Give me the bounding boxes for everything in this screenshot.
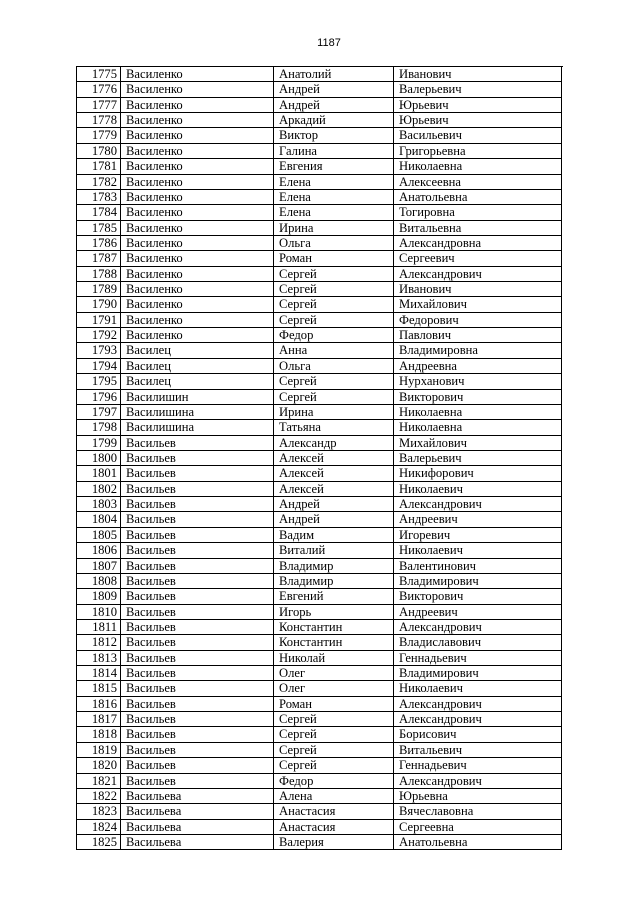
- first-name-cell: Елена: [274, 205, 394, 220]
- surname-cell: Васильев: [121, 774, 274, 789]
- first-name-cell: Евгений: [274, 589, 394, 604]
- surname-cell: Васильева: [121, 789, 274, 804]
- row-number-cell: 1812: [77, 635, 121, 650]
- row-number-cell: 1799: [77, 436, 121, 451]
- surname-cell: Василец: [121, 374, 274, 389]
- row-number-cell: 1806: [77, 543, 121, 558]
- first-name-cell: Роман: [274, 251, 394, 266]
- first-name-cell: Ирина: [274, 221, 394, 236]
- patronymic-cell: Анатольевна: [394, 190, 562, 205]
- first-name-cell: Владимир: [274, 574, 394, 589]
- table-row: [77, 451, 563, 466]
- table-row: [77, 559, 563, 574]
- patronymic-cell: Андреевич: [394, 512, 562, 527]
- surname-cell: Васильев: [121, 635, 274, 650]
- table-row: [77, 159, 563, 174]
- table-row: [77, 67, 563, 82]
- first-name-cell: Алена: [274, 789, 394, 804]
- row-number-cell: 1798: [77, 420, 121, 435]
- first-name-cell: Виктор: [274, 128, 394, 143]
- surname-cell: Васильев: [121, 651, 274, 666]
- first-name-cell: Виталий: [274, 543, 394, 558]
- patronymic-cell: Александровна: [394, 236, 562, 251]
- surname-cell: Василенко: [121, 313, 274, 328]
- row-number-cell: 1786: [77, 236, 121, 251]
- patronymic-cell: Иванович: [394, 282, 562, 297]
- table-row: [77, 681, 563, 696]
- patronymic-cell: Григорьевна: [394, 144, 562, 159]
- row-number-cell: 1777: [77, 98, 121, 113]
- table-row: [77, 282, 563, 297]
- first-name-cell: Андрей: [274, 512, 394, 527]
- table-row: [77, 727, 563, 742]
- surname-cell: Васильев: [121, 451, 274, 466]
- row-number-cell: 1793: [77, 343, 121, 358]
- row-number-cell: 1776: [77, 82, 121, 97]
- patronymic-cell: Александрович: [394, 697, 562, 712]
- row-number-cell: 1825: [77, 835, 121, 850]
- table-row: [77, 190, 563, 205]
- row-number-cell: 1791: [77, 313, 121, 328]
- row-number-cell: 1813: [77, 651, 121, 666]
- table-row: [77, 620, 563, 635]
- row-number-cell: 1794: [77, 359, 121, 374]
- surname-cell: Васильев: [121, 697, 274, 712]
- surname-cell: Василенко: [121, 113, 274, 128]
- patronymic-cell: Владимировна: [394, 343, 562, 358]
- table-row: [77, 482, 563, 497]
- surname-cell: Васильев: [121, 743, 274, 758]
- patronymic-cell: Борисович: [394, 727, 562, 742]
- first-name-cell: Евгения: [274, 159, 394, 174]
- names-table: [76, 66, 563, 850]
- first-name-cell: Анна: [274, 343, 394, 358]
- table-row: [77, 466, 563, 481]
- surname-cell: Василец: [121, 343, 274, 358]
- patronymic-cell: Юрьевна: [394, 789, 562, 804]
- table-row: [77, 651, 563, 666]
- first-name-cell: Ирина: [274, 405, 394, 420]
- surname-cell: Василенко: [121, 205, 274, 220]
- table-row: [77, 497, 563, 512]
- row-number-cell: 1818: [77, 727, 121, 742]
- row-number-cell: 1787: [77, 251, 121, 266]
- row-number-cell: 1785: [77, 221, 121, 236]
- patronymic-cell: Михайлович: [394, 297, 562, 312]
- surname-cell: Васильев: [121, 466, 274, 481]
- first-name-cell: Олег: [274, 666, 394, 681]
- patronymic-cell: Александрович: [394, 774, 562, 789]
- first-name-cell: Олег: [274, 681, 394, 696]
- surname-cell: Васильева: [121, 804, 274, 819]
- table-row: [77, 589, 563, 604]
- row-number-cell: 1783: [77, 190, 121, 205]
- row-number-cell: 1817: [77, 712, 121, 727]
- surname-cell: Васильев: [121, 512, 274, 527]
- row-number-cell: 1803: [77, 497, 121, 512]
- surname-cell: Васильев: [121, 712, 274, 727]
- patronymic-cell: Тогировна: [394, 205, 562, 220]
- first-name-cell: Сергей: [274, 743, 394, 758]
- table-row: [77, 436, 563, 451]
- row-number-cell: 1823: [77, 804, 121, 819]
- row-number-cell: 1821: [77, 774, 121, 789]
- first-name-cell: Николай: [274, 651, 394, 666]
- patronymic-cell: Васильевич: [394, 128, 562, 143]
- patronymic-cell: Николаевич: [394, 681, 562, 696]
- first-name-cell: Андрей: [274, 82, 394, 97]
- surname-cell: Васильев: [121, 574, 274, 589]
- row-number-cell: 1788: [77, 267, 121, 282]
- surname-cell: Васильев: [121, 666, 274, 681]
- surname-cell: Васильев: [121, 482, 274, 497]
- first-name-cell: Федор: [274, 774, 394, 789]
- table-row: [77, 313, 563, 328]
- patronymic-cell: Геннадьевич: [394, 758, 562, 773]
- table-row: [77, 328, 563, 343]
- patronymic-cell: Юрьевич: [394, 113, 562, 128]
- first-name-cell: Ольга: [274, 359, 394, 374]
- table-row: [77, 221, 563, 236]
- first-name-cell: Владимир: [274, 559, 394, 574]
- table-row: [77, 512, 563, 527]
- first-name-cell: Сергей: [274, 313, 394, 328]
- row-number-cell: 1805: [77, 528, 121, 543]
- first-name-cell: Сергей: [274, 297, 394, 312]
- patronymic-cell: Игоревич: [394, 528, 562, 543]
- table-row: [77, 205, 563, 220]
- first-name-cell: Константин: [274, 620, 394, 635]
- surname-cell: Василенко: [121, 328, 274, 343]
- first-name-cell: Алексей: [274, 482, 394, 497]
- first-name-cell: Сергей: [274, 712, 394, 727]
- row-number-cell: 1822: [77, 789, 121, 804]
- surname-cell: Василенко: [121, 297, 274, 312]
- first-name-cell: Александр: [274, 436, 394, 451]
- table-row: [77, 267, 563, 282]
- table-row: [77, 605, 563, 620]
- patronymic-cell: Андреевич: [394, 605, 562, 620]
- patronymic-cell: Сергеевна: [394, 820, 562, 835]
- surname-cell: Васильев: [121, 727, 274, 742]
- surname-cell: Василенко: [121, 221, 274, 236]
- row-number-cell: 1819: [77, 743, 121, 758]
- first-name-cell: Елена: [274, 175, 394, 190]
- patronymic-cell: Валентинович: [394, 559, 562, 574]
- table-row: [77, 835, 563, 850]
- patronymic-cell: Александрович: [394, 712, 562, 727]
- table-row: [77, 697, 563, 712]
- first-name-cell: Татьяна: [274, 420, 394, 435]
- surname-cell: Васильев: [121, 605, 274, 620]
- first-name-cell: Константин: [274, 635, 394, 650]
- table-row: [77, 297, 563, 312]
- surname-cell: Василенко: [121, 175, 274, 190]
- row-number-cell: 1811: [77, 620, 121, 635]
- row-number-cell: 1802: [77, 482, 121, 497]
- patronymic-cell: Владимирович: [394, 574, 562, 589]
- surname-cell: Василишина: [121, 420, 274, 435]
- first-name-cell: Вадим: [274, 528, 394, 543]
- surname-cell: Василенко: [121, 236, 274, 251]
- table-row: [77, 712, 563, 727]
- patronymic-cell: Валерьевич: [394, 82, 562, 97]
- patronymic-cell: Вячеславовна: [394, 804, 562, 819]
- first-name-cell: Алексей: [274, 451, 394, 466]
- row-number-cell: 1779: [77, 128, 121, 143]
- first-name-cell: Андрей: [274, 98, 394, 113]
- surname-cell: Василенко: [121, 128, 274, 143]
- first-name-cell: Сергей: [274, 390, 394, 405]
- patronymic-cell: Павлович: [394, 328, 562, 343]
- patronymic-cell: Алексеевна: [394, 175, 562, 190]
- table-row: [77, 635, 563, 650]
- row-number-cell: 1814: [77, 666, 121, 681]
- surname-cell: Василенко: [121, 190, 274, 205]
- surname-cell: Василенко: [121, 282, 274, 297]
- row-number-cell: 1824: [77, 820, 121, 835]
- table-row: [77, 374, 563, 389]
- row-number-cell: 1781: [77, 159, 121, 174]
- table-row: [77, 789, 563, 804]
- surname-cell: Василенко: [121, 144, 274, 159]
- table-row: [77, 175, 563, 190]
- first-name-cell: Алексей: [274, 466, 394, 481]
- table-row: [77, 236, 563, 251]
- row-number-cell: 1795: [77, 374, 121, 389]
- first-name-cell: Анатолий: [274, 67, 394, 82]
- row-number-cell: 1820: [77, 758, 121, 773]
- patronymic-cell: Александрович: [394, 497, 562, 512]
- patronymic-cell: Владиславович: [394, 635, 562, 650]
- table-row: [77, 774, 563, 789]
- table-row: [77, 543, 563, 558]
- patronymic-cell: Андреевна: [394, 359, 562, 374]
- patronymic-cell: Александрович: [394, 267, 562, 282]
- surname-cell: Василец: [121, 359, 274, 374]
- table-row: [77, 251, 563, 266]
- table-row: [77, 420, 563, 435]
- row-number-cell: 1815: [77, 681, 121, 696]
- patronymic-cell: Иванович: [394, 67, 562, 82]
- table-row: [77, 666, 563, 681]
- page-number: 1187: [317, 37, 341, 49]
- patronymic-cell: Витальевич: [394, 743, 562, 758]
- row-number-cell: 1780: [77, 144, 121, 159]
- first-name-cell: Сергей: [274, 267, 394, 282]
- first-name-cell: Игорь: [274, 605, 394, 620]
- table-row: [77, 574, 563, 589]
- patronymic-cell: Валерьевич: [394, 451, 562, 466]
- first-name-cell: Анастасия: [274, 804, 394, 819]
- row-number-cell: 1778: [77, 113, 121, 128]
- surname-cell: Василишин: [121, 390, 274, 405]
- surname-cell: Васильев: [121, 497, 274, 512]
- first-name-cell: Сергей: [274, 374, 394, 389]
- patronymic-cell: Геннадьевич: [394, 651, 562, 666]
- row-number-cell: 1797: [77, 405, 121, 420]
- row-number-cell: 1800: [77, 451, 121, 466]
- table-row: [77, 405, 563, 420]
- patronymic-cell: Викторович: [394, 390, 562, 405]
- table-row: [77, 343, 563, 358]
- table-row: [77, 743, 563, 758]
- surname-cell: Васильева: [121, 835, 274, 850]
- row-number-cell: 1816: [77, 697, 121, 712]
- first-name-cell: Федор: [274, 328, 394, 343]
- first-name-cell: Сергей: [274, 727, 394, 742]
- first-name-cell: Ольга: [274, 236, 394, 251]
- surname-cell: Василишина: [121, 405, 274, 420]
- table-row: [77, 128, 563, 143]
- patronymic-cell: Владимирович: [394, 666, 562, 681]
- patronymic-cell: Анатольевна: [394, 835, 562, 850]
- patronymic-cell: Александрович: [394, 620, 562, 635]
- row-number-cell: 1796: [77, 390, 121, 405]
- table-row: [77, 359, 563, 374]
- patronymic-cell: Сергеевич: [394, 251, 562, 266]
- patronymic-cell: Юрьевич: [394, 98, 562, 113]
- surname-cell: Василенко: [121, 82, 274, 97]
- row-number-cell: 1784: [77, 205, 121, 220]
- row-number-cell: 1789: [77, 282, 121, 297]
- patronymic-cell: Федорович: [394, 313, 562, 328]
- surname-cell: Васильев: [121, 559, 274, 574]
- first-name-cell: Елена: [274, 190, 394, 205]
- surname-cell: Васильев: [121, 681, 274, 696]
- first-name-cell: Анастасия: [274, 820, 394, 835]
- row-number-cell: 1810: [77, 605, 121, 620]
- first-name-cell: Сергей: [274, 758, 394, 773]
- first-name-cell: Аркадий: [274, 113, 394, 128]
- surname-cell: Васильев: [121, 528, 274, 543]
- surname-cell: Василенко: [121, 98, 274, 113]
- table-row: [77, 98, 563, 113]
- surname-cell: Василенко: [121, 267, 274, 282]
- patronymic-cell: Витальевна: [394, 221, 562, 236]
- first-name-cell: Андрей: [274, 497, 394, 512]
- surname-cell: Васильев: [121, 543, 274, 558]
- row-number-cell: 1792: [77, 328, 121, 343]
- row-number-cell: 1804: [77, 512, 121, 527]
- first-name-cell: Роман: [274, 697, 394, 712]
- surname-cell: Васильев: [121, 436, 274, 451]
- row-number-cell: 1809: [77, 589, 121, 604]
- patronymic-cell: Николаевна: [394, 420, 562, 435]
- row-number-cell: 1808: [77, 574, 121, 589]
- row-number-cell: 1801: [77, 466, 121, 481]
- table-row: [77, 528, 563, 543]
- table-row: [77, 820, 563, 835]
- surname-cell: Васильев: [121, 758, 274, 773]
- surname-cell: Васильев: [121, 589, 274, 604]
- surname-cell: Василенко: [121, 159, 274, 174]
- table-row: [77, 113, 563, 128]
- patronymic-cell: Михайлович: [394, 436, 562, 451]
- patronymic-cell: Николаевич: [394, 482, 562, 497]
- table-row: [77, 82, 563, 97]
- patronymic-cell: Николаевна: [394, 159, 562, 174]
- table-row: [77, 390, 563, 405]
- surname-cell: Василенко: [121, 67, 274, 82]
- patronymic-cell: Николаевич: [394, 543, 562, 558]
- patronymic-cell: Никифорович: [394, 466, 562, 481]
- first-name-cell: Сергей: [274, 282, 394, 297]
- table-row: [77, 144, 563, 159]
- first-name-cell: Галина: [274, 144, 394, 159]
- patronymic-cell: Николаевна: [394, 405, 562, 420]
- table-row: [77, 758, 563, 773]
- surname-cell: Васильев: [121, 620, 274, 635]
- row-number-cell: 1807: [77, 559, 121, 574]
- surname-cell: Василенко: [121, 251, 274, 266]
- row-number-cell: 1790: [77, 297, 121, 312]
- patronymic-cell: Нурханович: [394, 374, 562, 389]
- row-number-cell: 1775: [77, 67, 121, 82]
- table-row: [77, 804, 563, 819]
- patronymic-cell: Викторович: [394, 589, 562, 604]
- surname-cell: Васильева: [121, 820, 274, 835]
- row-number-cell: 1782: [77, 175, 121, 190]
- first-name-cell: Валерия: [274, 835, 394, 850]
